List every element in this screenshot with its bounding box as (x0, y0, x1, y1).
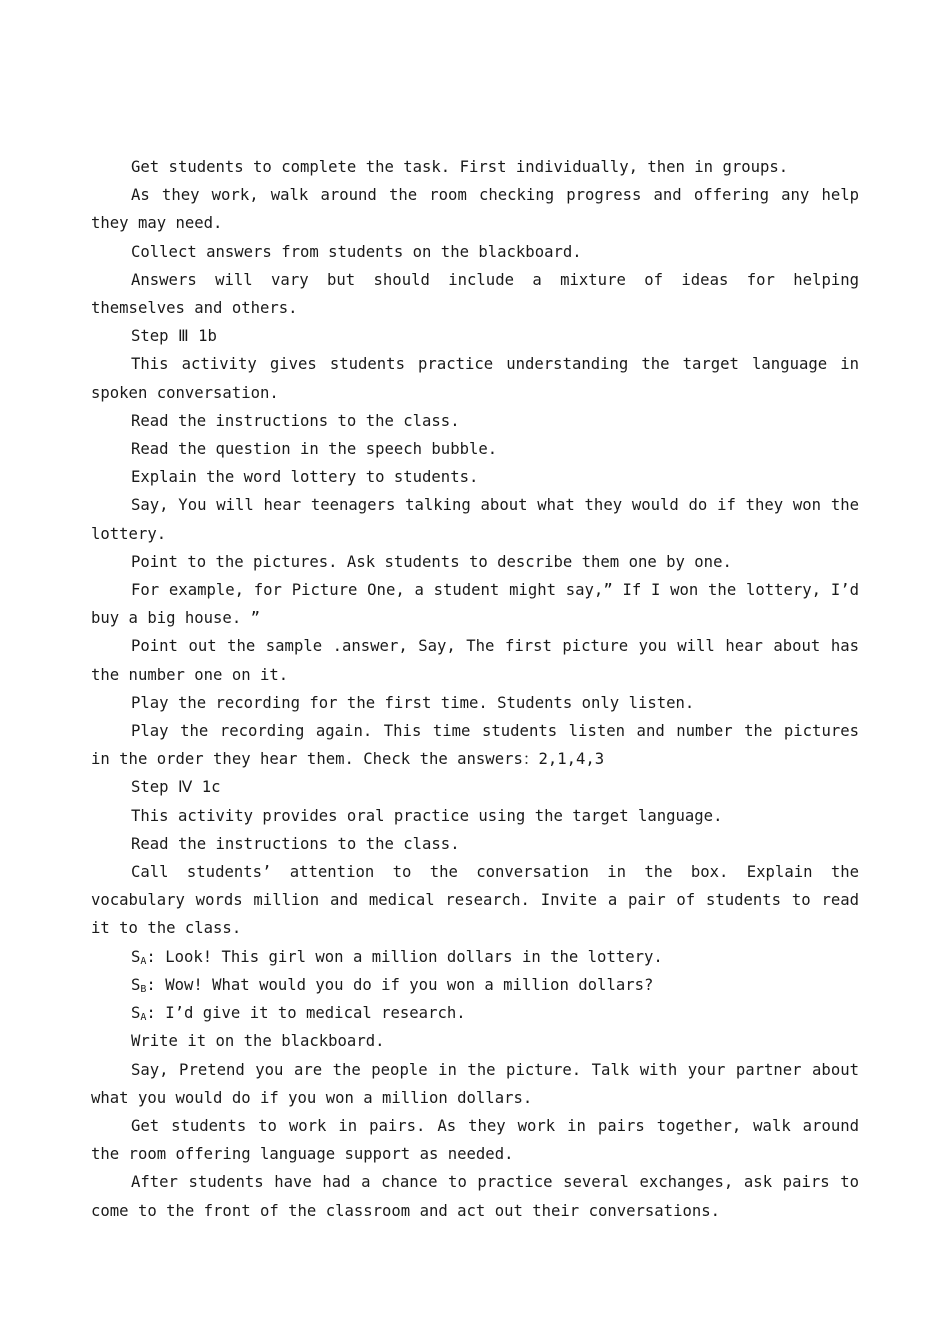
paragraph: Play the recording for the first time. Students only listen. (131, 693, 695, 712)
paragraph: Point to the pictures. Ask students to describe them one by one. (131, 552, 732, 571)
paragraph: Read the instructions to the class. (131, 411, 460, 430)
speaker-subscript: A (140, 955, 147, 967)
paragraph: Say, You will hear teenagers talking about what they would do if they won the lottery. (91, 496, 859, 543)
paragraph: Write it on the blackboard. (131, 1032, 385, 1051)
step-heading: Step Ⅳ 1c (131, 778, 221, 797)
paragraph: Read the instructions to the class. (131, 834, 460, 853)
dialogue-line (91, 943, 859, 971)
paragraph: Play the recording again. This time students listen and number the pictures in the order they hear them. Check the answers：2,1,4,3 (91, 722, 859, 769)
paragraph: Point out the sample .answer, Say, The first picture you will hear about has the number one on it. (91, 637, 859, 684)
paragraph: Say, Pretend you are the people in the picture. Talk with your partner about what you would do if you won a million dollars. (91, 1060, 859, 1107)
paragraph: Call students’ attention to the conversation in the box. Explain the vocabulary words million and medical research. Invite a pair of students to read it to the class. (91, 863, 859, 938)
speaker-subscript: B (140, 983, 147, 995)
paragraph: Collect answers from students on the blackboard. (131, 242, 582, 261)
paragraph: Read the question in the speech bubble. (131, 440, 498, 459)
paragraph: As they work, walk around the room checking progress and offering any help they may need. (91, 186, 859, 233)
speaker-subscript: A (140, 1012, 147, 1024)
paragraph: This activity provides oral practice using the target language. (131, 806, 723, 825)
dialogue-text: : Wow! What would you do if you won a million dollars? (146, 975, 654, 994)
paragraph: Get students to work in pairs. As they work in pairs together, walk around the room offering language support as needed. (91, 1116, 859, 1164)
speaker-label: S (131, 947, 141, 966)
speaker-label: S (131, 975, 141, 994)
paragraph: For example, for Picture One, a student might say,” If I won the lottery, I’d buy a big house. ” (91, 581, 859, 628)
paragraph: After students have had a chance to practice several exchanges, ask pairs to come to the front of the classroom and act out their conversations. (91, 1173, 859, 1220)
dialogue-text: : I’d give it to medical research. (146, 1004, 466, 1023)
paragraph: This activity gives students practice understanding the target language in spoken conversation. (91, 355, 859, 402)
dialogue-line (91, 971, 859, 999)
dialogue-line (91, 999, 859, 1027)
dialogue-text: : Look! This girl won a million dollars in the lottery. (146, 947, 663, 966)
paragraph: Answers will vary but should include a mixture of ideas for helping themselves and others. (91, 270, 859, 318)
speaker-label: S (131, 1004, 141, 1023)
paragraph: Explain the word lottery to students. (131, 468, 479, 487)
paragraph: Get students to complete the task. First individually, then in groups. (131, 158, 789, 176)
document-body (91, 153, 859, 1225)
step-heading: Step Ⅲ 1b (131, 327, 217, 346)
